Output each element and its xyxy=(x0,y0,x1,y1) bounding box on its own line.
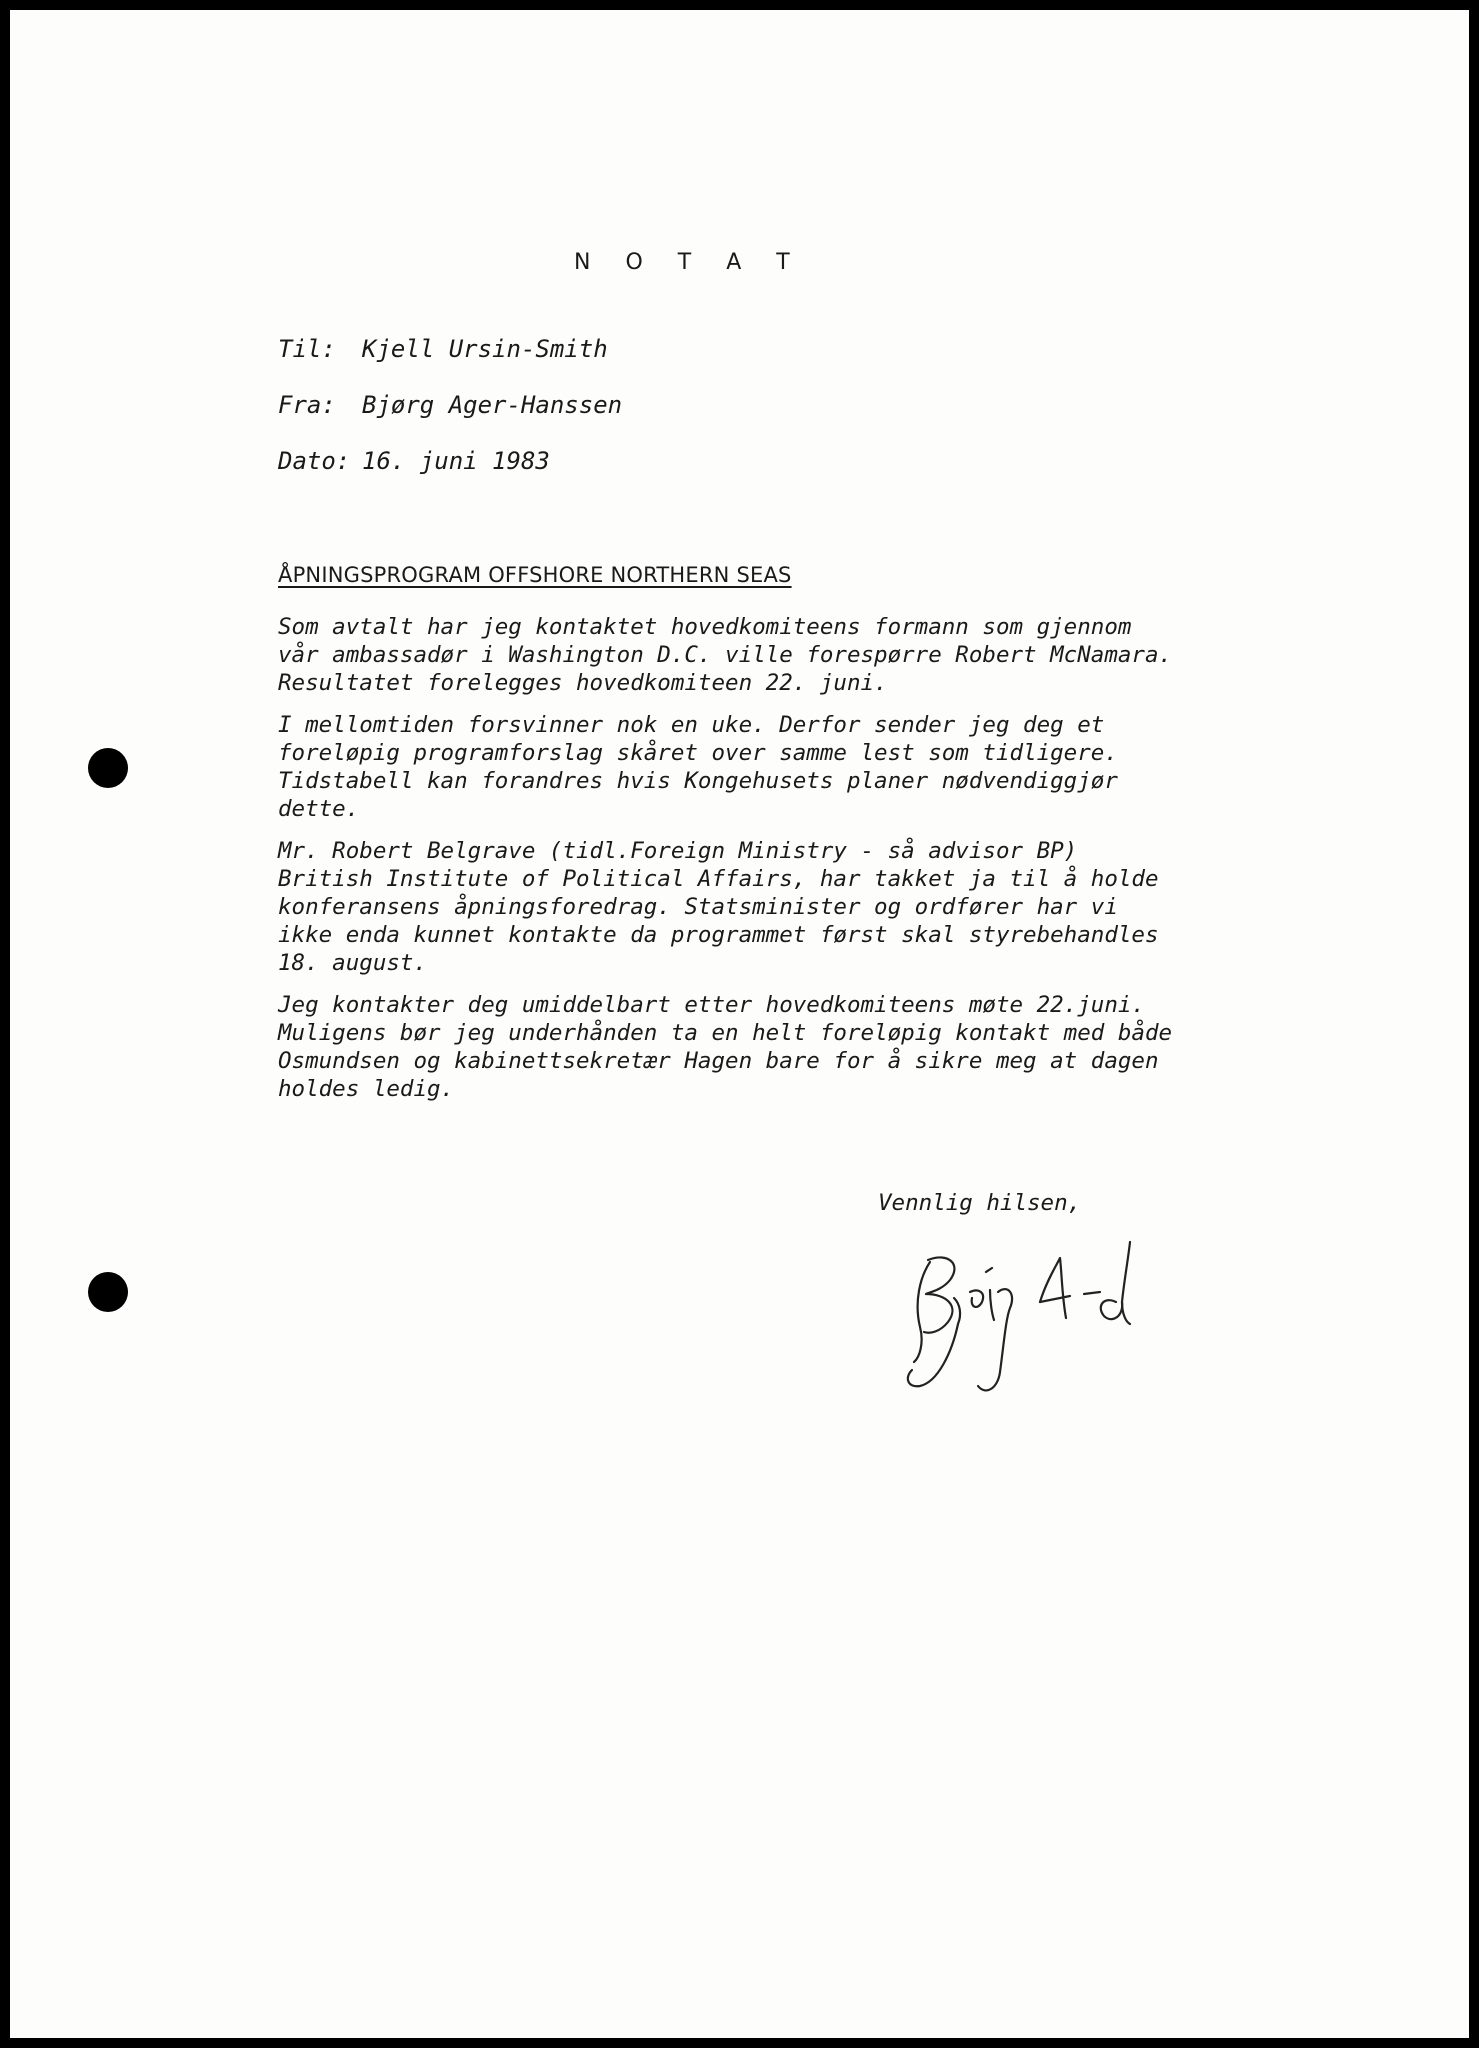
paragraph xyxy=(278,613,1238,697)
document-title: N O T A T xyxy=(574,250,804,275)
punch-hole-top xyxy=(88,748,128,788)
text-line: Mr. Robert Belgrave (tidl.Foreign Ministry - så advisor BP) xyxy=(278,838,1078,864)
sender-label: Fra: xyxy=(278,391,336,419)
text-line: dette. xyxy=(278,796,360,822)
recipient-label: Til: xyxy=(278,335,336,363)
paragraph xyxy=(278,991,1238,1103)
text-line: Muligens bør jeg underhånden ta en helt foreløpig kontakt med både xyxy=(278,1020,1173,1046)
closing-greeting: Vennlig hilsen, xyxy=(878,1190,1082,1216)
text-line: foreløpig programforslag skåret over samme lest som tidligere. xyxy=(278,740,1118,766)
text-line: Tidstabell kan forandres hvis Kongehusets planer nødvendiggjør xyxy=(278,768,1118,794)
date-value: 16. juni 1983 xyxy=(362,447,550,475)
text-line: British Institute of Political Affairs, har takket ja til å holde xyxy=(278,866,1159,892)
handwritten-signature xyxy=(890,1232,1170,1402)
text-line: Osmundsen og kabinettsekretær Hagen bare for å sikre meg at dagen xyxy=(278,1048,1159,1074)
paragraph xyxy=(278,711,1238,823)
memo-body xyxy=(278,613,1238,1117)
text-line: I mellomtiden forsvinner nok en uke. Derfor sender jeg deg et xyxy=(278,712,1105,738)
subject-heading: ÅPNINGSPROGRAM OFFSHORE NORTHERN SEAS xyxy=(278,563,792,587)
sender-value: Bjørg Ager-Hanssen xyxy=(362,391,623,419)
recipient-line xyxy=(278,335,608,363)
text-line: Som avtalt har jeg kontaktet hovedkomiteens formann som gjennom xyxy=(278,614,1132,640)
paragraph xyxy=(278,837,1238,977)
document-page xyxy=(10,10,1469,2038)
punch-hole-bottom xyxy=(88,1272,128,1312)
text-line: Jeg kontakter deg umiddelbart etter hovedkomiteens møte 22.juni. xyxy=(278,992,1145,1018)
text-line: konferansens åpningsforedrag. Statsminister og ordfører har vi xyxy=(278,894,1118,920)
text-line: ikke enda kunnet kontakte da programmet først skal styrebehandles xyxy=(278,922,1159,948)
date-line xyxy=(278,447,550,475)
recipient-value: Kjell Ursin-Smith xyxy=(362,335,608,363)
text-line: holdes ledig. xyxy=(278,1076,455,1102)
text-line: vår ambassadør i Washington D.C. ville forespørre Robert McNamara. xyxy=(278,642,1173,668)
date-label: Dato: xyxy=(278,447,351,475)
text-line: Resultatet forelegges hovedkomiteen 22. juni. xyxy=(278,670,888,696)
text-line: 18. august. xyxy=(278,950,428,976)
sender-line xyxy=(278,391,622,419)
